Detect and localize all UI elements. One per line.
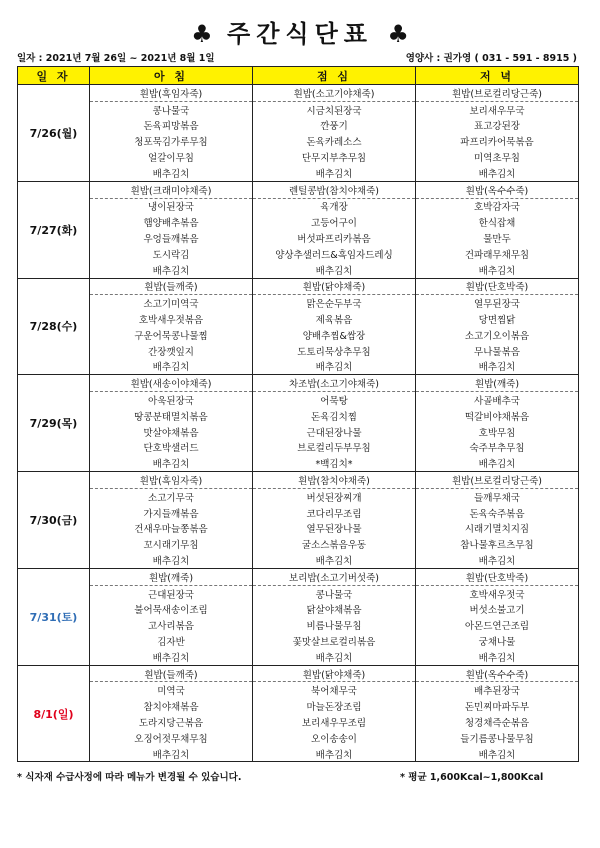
breakfast-item: 미역국 <box>90 682 253 698</box>
table-row <box>18 343 579 359</box>
breakfast-item: 배추김치 <box>90 552 253 568</box>
table-row <box>18 455 579 471</box>
dinner-item: 물만두 <box>416 230 579 246</box>
breakfast-item: 흰밥(흑임자죽) <box>90 472 253 489</box>
club-icon: ♣ <box>387 20 409 48</box>
dinner-item: 배추김치 <box>416 359 579 375</box>
table-row <box>18 165 579 181</box>
breakfast-item: 단호박샐러드 <box>90 440 253 456</box>
breakfast-item: 참치야채볶음 <box>90 698 253 714</box>
table-row <box>18 536 579 552</box>
dinner-item: 흰밥(깨죽) <box>416 375 579 392</box>
lunch-item: 흰밥(소고기야채죽) <box>253 85 416 102</box>
dinner-item: 궁채나물 <box>416 633 579 649</box>
lunch-item: 어묵탕 <box>253 392 416 408</box>
day-label: 8/1(일) <box>18 665 90 762</box>
dinner-item: 돈육숙주볶음 <box>416 505 579 521</box>
table-row <box>18 359 579 375</box>
dinner-item: 호박새우젓국 <box>416 585 579 601</box>
dinner-item: 흰밥(옥수수죽) <box>416 665 579 682</box>
breakfast-item: 배추김치 <box>90 746 253 762</box>
breakfast-item: 간장깻잎지 <box>90 343 253 359</box>
dinner-item: 사골배추국 <box>416 392 579 408</box>
dinner-item: 아몬드연근조림 <box>416 617 579 633</box>
lunch-item: 열무된장나물 <box>253 521 416 537</box>
dinner-item: 흰밥(단호박죽) <box>416 278 579 295</box>
lunch-item: 배추김치 <box>253 359 416 375</box>
table-row <box>18 392 579 408</box>
table-row <box>18 585 579 601</box>
breakfast-item: 돈육피망볶음 <box>90 118 253 134</box>
dinner-item: 미역초무침 <box>416 149 579 165</box>
lunch-item: 마늘돈장조림 <box>253 698 416 714</box>
table-row <box>18 278 579 295</box>
lunch-item: 고등어구이 <box>253 214 416 230</box>
breakfast-item: 도시락김 <box>90 246 253 262</box>
menu-body <box>18 85 579 762</box>
lunch-item: 브로컬리두부무침 <box>253 440 416 456</box>
table-row <box>18 85 579 102</box>
lunch-item: 도토리묵상추무침 <box>253 343 416 359</box>
table-row <box>18 149 579 165</box>
dinner-item: 파프리카어묵볶음 <box>416 133 579 149</box>
sub-header <box>17 50 577 64</box>
breakfast-item: 배추김치 <box>90 649 253 665</box>
breakfast-item: 얼갈이무침 <box>90 149 253 165</box>
breakfast-item: 흰밥(들깨죽) <box>90 278 253 295</box>
dinner-item: 흰밥(옥수수죽) <box>416 181 579 198</box>
notice-text: * 식자재 수급사정에 따라 메뉴가 변경될 수 있습니다. <box>17 772 242 783</box>
breakfast-item: 아욱된장국 <box>90 392 253 408</box>
table-row <box>18 295 579 311</box>
lunch-item: 배추김치 <box>253 552 416 568</box>
breakfast-item: 건새우마늘쫑볶음 <box>90 521 253 537</box>
table-row <box>18 552 579 568</box>
lunch-item: 버섯된장찌개 <box>253 488 416 504</box>
day-label: 7/31(토) <box>18 568 90 665</box>
dinner-item: 배추김치 <box>416 165 579 181</box>
dinner-item: 들기름콩나물무침 <box>416 730 579 746</box>
table-row <box>18 568 579 585</box>
dinner-item: 건파래무채무침 <box>416 246 579 262</box>
day-label: 7/30(금) <box>18 472 90 569</box>
dinner-item: 보리새우무국 <box>416 101 579 117</box>
dietitian-text: 영양사 : 권가영 ( 031 - 591 - 8915 ) <box>405 53 577 64</box>
day-label: 7/29(목) <box>18 375 90 472</box>
table-row <box>18 262 579 278</box>
dinner-item: 배추김치 <box>416 552 579 568</box>
lunch-item: 양상추샐러드&흑임자드레싱 <box>253 246 416 262</box>
table-row <box>18 488 579 504</box>
header-row <box>18 67 579 85</box>
table-row <box>18 101 579 117</box>
breakfast-item: 소고기무국 <box>90 488 253 504</box>
breakfast-item: 맛살야채볶음 <box>90 424 253 440</box>
dinner-item: 배추김치 <box>416 649 579 665</box>
lunch-item: 육개장 <box>253 198 416 214</box>
table-row <box>18 746 579 762</box>
table-row <box>18 327 579 343</box>
table-row <box>18 408 579 424</box>
club-icon: ♣ <box>191 20 213 48</box>
breakfast-item: 불어묵새송이조림 <box>90 602 253 618</box>
lunch-item: *백김치* <box>253 455 416 471</box>
breakfast-item: 호박새우젓볶음 <box>90 311 253 327</box>
dinner-item: 배추김치 <box>416 262 579 278</box>
lunch-item: 배추김치 <box>253 165 416 181</box>
lunch-item: 닭살야채볶음 <box>253 602 416 618</box>
lunch-item: 시금치된장국 <box>253 101 416 117</box>
page-title <box>0 14 600 49</box>
calorie-text: * 평균 1,600Kcal~1,800Kcal <box>400 772 544 783</box>
dinner-item: 무나물볶음 <box>416 343 579 359</box>
breakfast-item: 햄양배추볶음 <box>90 214 253 230</box>
breakfast-item: 흰밥(들깨죽) <box>90 665 253 682</box>
lunch-item: 흰밥(닭야채죽) <box>253 665 416 682</box>
lunch-item: 꽃맛살브로컬리볶음 <box>253 633 416 649</box>
day-label: 7/26(월) <box>18 85 90 182</box>
breakfast-item: 냉이된장국 <box>90 198 253 214</box>
breakfast-item: 구운어묵콩나물찜 <box>90 327 253 343</box>
lunch-item: 흰밥(참치야채죽) <box>253 472 416 489</box>
table-row <box>18 602 579 618</box>
table-row <box>18 181 579 198</box>
breakfast-item: 오징어젓무채무침 <box>90 730 253 746</box>
lunch-item: 돈육카레소스 <box>253 133 416 149</box>
dinner-item: 들깨무채국 <box>416 488 579 504</box>
dinner-item: 떡갈비야채볶음 <box>416 408 579 424</box>
lunch-item: 굴소스볶음우동 <box>253 536 416 552</box>
dinner-item: 당면찜닭 <box>416 311 579 327</box>
breakfast-item: 땅콩분태멸치볶음 <box>90 408 253 424</box>
lunch-item: 버섯파프리카볶음 <box>253 230 416 246</box>
breakfast-item: 도라지당근볶음 <box>90 714 253 730</box>
table-row <box>18 440 579 456</box>
col-header-date: 일 자 <box>18 67 90 85</box>
breakfast-item: 콩나물국 <box>90 101 253 117</box>
lunch-item: 배추김치 <box>253 262 416 278</box>
table-row <box>18 472 579 489</box>
col-header-breakfast: 아 침 <box>90 67 253 85</box>
dinner-item: 호박무침 <box>416 424 579 440</box>
breakfast-item: 흰밥(깨죽) <box>90 568 253 585</box>
lunch-item: 배추김치 <box>253 746 416 762</box>
lunch-item: 오이송송이 <box>253 730 416 746</box>
dinner-item: 배추김치 <box>416 746 579 762</box>
col-header-dinner: 저 녁 <box>416 67 579 85</box>
table-row <box>18 214 579 230</box>
table-row <box>18 230 579 246</box>
menu-table <box>17 66 579 762</box>
lunch-item: 렌틸콩밥(참치야채죽) <box>253 181 416 198</box>
breakfast-item: 꼬시래기무침 <box>90 536 253 552</box>
table-row <box>18 133 579 149</box>
lunch-item: 비름나물무침 <box>253 617 416 633</box>
dinner-item: 배추된장국 <box>416 682 579 698</box>
lunch-item: 배추김치 <box>253 649 416 665</box>
table-row <box>18 246 579 262</box>
lunch-item: 맑은순두부국 <box>253 295 416 311</box>
dinner-item: 소고기오이볶음 <box>416 327 579 343</box>
dinner-item: 열무된장국 <box>416 295 579 311</box>
lunch-item: 코다리무조림 <box>253 505 416 521</box>
table-row <box>18 682 579 698</box>
dinner-item: 시래기멸치지짐 <box>416 521 579 537</box>
breakfast-item: 배추김치 <box>90 165 253 181</box>
breakfast-item: 김자반 <box>90 633 253 649</box>
lunch-item: 제육볶음 <box>253 311 416 327</box>
table-row <box>18 730 579 746</box>
dinner-item: 청경채즉순볶음 <box>416 714 579 730</box>
table-row <box>18 633 579 649</box>
breakfast-item: 청포묵김가루무침 <box>90 133 253 149</box>
lunch-item: 콩나물국 <box>253 585 416 601</box>
table-row <box>18 714 579 730</box>
table-row <box>18 617 579 633</box>
lunch-item: 근대된장나물 <box>253 424 416 440</box>
lunch-item: 흰밥(닭야채죽) <box>253 278 416 295</box>
dinner-item: 참나물후르츠무침 <box>416 536 579 552</box>
lunch-item: 차조밥(소고기야채죽) <box>253 375 416 392</box>
dinner-item: 숙주부추무침 <box>416 440 579 456</box>
breakfast-item: 고사리볶음 <box>90 617 253 633</box>
breakfast-item: 흰밥(흑임자죽) <box>90 85 253 102</box>
table-row <box>18 424 579 440</box>
table-row <box>18 665 579 682</box>
table-row <box>18 521 579 537</box>
day-label: 7/28(수) <box>18 278 90 375</box>
breakfast-item: 우엉들깨볶음 <box>90 230 253 246</box>
table-row <box>18 198 579 214</box>
lunch-item: 단무지부추무침 <box>253 149 416 165</box>
breakfast-item: 흰밥(새송이야채죽) <box>90 375 253 392</box>
dinner-item: 호박감자국 <box>416 198 579 214</box>
dinner-item: 흰밥(브로컬리당근죽) <box>416 472 579 489</box>
lunch-item: 깐풍기 <box>253 118 416 134</box>
breakfast-item: 배추김치 <box>90 359 253 375</box>
title-text: 주간식단표 <box>227 20 373 48</box>
breakfast-item: 근대된장국 <box>90 585 253 601</box>
breakfast-item: 흰밥(크래미야채죽) <box>90 181 253 198</box>
dinner-item: 흰밥(브로컬리당근죽) <box>416 85 579 102</box>
dinner-item: 흰밥(단호박죽) <box>416 568 579 585</box>
breakfast-item: 가지들깨볶음 <box>90 505 253 521</box>
table-row <box>18 375 579 392</box>
dinner-item: 버섯소불고기 <box>416 602 579 618</box>
lunch-item: 북어채무국 <box>253 682 416 698</box>
col-header-lunch: 점 심 <box>253 67 416 85</box>
lunch-item: 보리밥(소고기버섯죽) <box>253 568 416 585</box>
period-text: 일자 : 2021년 7월 26일 ~ 2021년 8월 1일 <box>17 53 215 64</box>
table-row <box>18 505 579 521</box>
breakfast-item: 소고기미역국 <box>90 295 253 311</box>
dinner-item: 돈민찌마파두부 <box>416 698 579 714</box>
lunch-item: 보리새우무조림 <box>253 714 416 730</box>
day-label: 7/27(화) <box>18 181 90 278</box>
dinner-item: 한식잡채 <box>416 214 579 230</box>
lunch-item: 양배추찜&쌈장 <box>253 327 416 343</box>
dinner-item: 표고강된장 <box>416 118 579 134</box>
dinner-item: 배추김치 <box>416 455 579 471</box>
table-row <box>18 649 579 665</box>
breakfast-item: 배추김치 <box>90 262 253 278</box>
lunch-item: 돈육김치찜 <box>253 408 416 424</box>
table-row <box>18 698 579 714</box>
table-row <box>18 118 579 134</box>
breakfast-item: 배추김치 <box>90 455 253 471</box>
table-row <box>18 311 579 327</box>
